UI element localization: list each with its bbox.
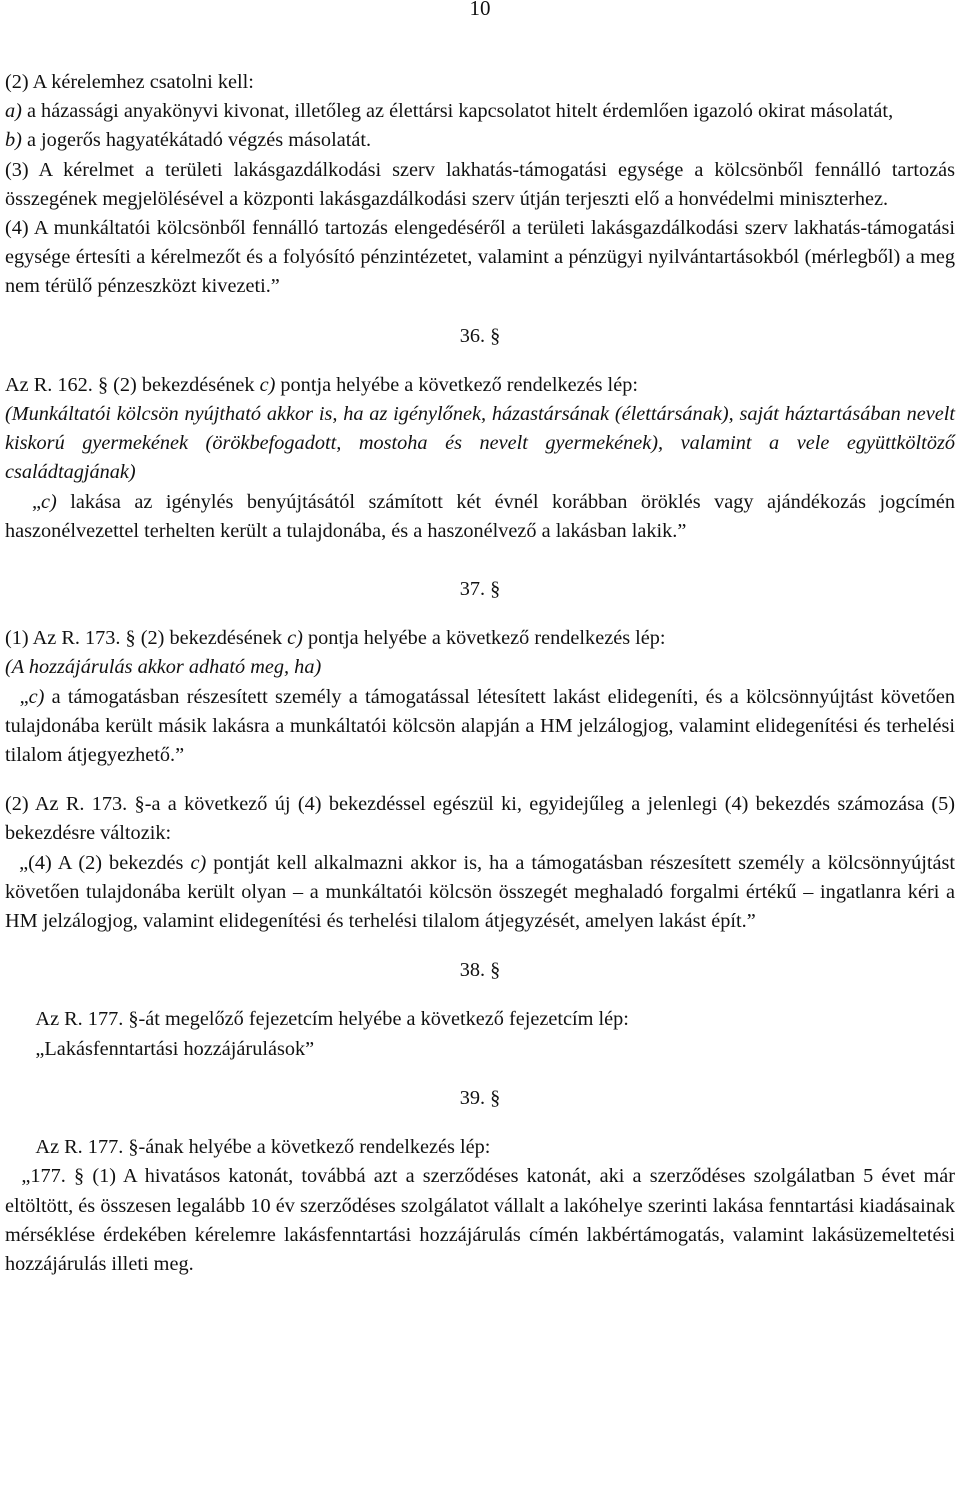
amendment-162-intro xyxy=(5,371,955,400)
point-label: c) xyxy=(40,490,57,513)
document-body xyxy=(5,68,955,1279)
amendment-177-paragraph-1 xyxy=(5,1162,955,1279)
paragraph-4: (4) A munkáltatói kölcsönből fennálló tartozás elengedéséről a területi lakásgazdálkodási szerv lakhatás-támogatási egysége értesíti a kérelmezőt és a folyósító pénzintézetet, valamint a pénzügyi nyilvántartásokból (mérlegből) a meg nem térülő pénzeszközt kivezeti.” xyxy=(5,217,955,298)
text-run: Az R. 177. §-át megelőző fejezetcím helyébe a következő fejezetcím lép: xyxy=(35,1008,629,1031)
section-36-heading: 36. § xyxy=(459,324,501,347)
text-run: a támogatásban részesített személy a támogatással létesített lakást elidegeníti, és a kölcsönnyújtást követően tulajdonába került másik lakásra a munkáltatói kölcsön alapján a HM jelzálogjog, valamint elidegenítési és terhelési tilalom átjegyezhető.” xyxy=(5,685,955,767)
open-quote: „ xyxy=(19,685,29,708)
text-run: pontja helyébe a következő rendelkezés lép: xyxy=(302,627,666,650)
point-label: c) xyxy=(190,851,207,874)
text-run: lakása az igénylés benyújtásától számított két évnél korábban öröklés vagy ajándékozás jogcímén haszonélvezettel terhelten került a tulajdonába, és a haszonélvező a lakásban lakik.” xyxy=(5,490,955,542)
paragraph-2-item-b xyxy=(5,126,955,155)
paragraph-3: (3) A kérelmet a területi lakásgazdálkodási szerv lakhatás-támogatási egysége a kölcsönből fennálló tartozás összegének megjelölésével a központi lakásgazdálkodási szerv útján terjeszti elő a honvédelmi miniszterhez. xyxy=(5,158,955,210)
text-run: (1) Az R. 173. § (2) bekezdésének xyxy=(5,627,288,650)
section-38-heading: 38. § xyxy=(459,959,501,982)
amendment-173-1-intro xyxy=(5,624,955,653)
point-label: c) xyxy=(259,373,276,396)
amendment-173-context: (A hozzájárulás akkor adható meg, ha) xyxy=(5,656,322,679)
open-quote: „ xyxy=(31,490,41,513)
text-run: „Lakásfenntartási hozzájárulások” xyxy=(35,1037,315,1060)
text-run: „(4) A (2) bekezdés xyxy=(19,851,191,874)
amendment-173-new-4 xyxy=(5,849,955,937)
item-text: a jogerős hagyatékátadó végzés másolatát. xyxy=(21,129,372,152)
section-37-heading: 37. § xyxy=(459,578,501,601)
text-run: Az R. 162. § (2) bekezdésének xyxy=(5,373,260,396)
page-number: 10 xyxy=(469,0,491,20)
text-run: „177. § (1) A hivatásos katonát, továbbá azt a szerződéses katonát, aki a szerződéses szolgálatban 5 évet már eltöltött, és összesen legalább 10 év szerződéses szolgálatot vállalt a lakóhelye szerinti lakása fenntartási kiadásainak mérséklése érdekében kérelemre lakásfenntartási hozzájárulás címén lakbértámogatás, valamint lakásüzemeltetési hozzájárulás illeti meg. xyxy=(5,1165,955,1275)
amendment-177-title-intro xyxy=(5,1005,955,1034)
paragraph-2-heading: (2) A kérelemhez csatolni kell: xyxy=(5,71,254,93)
amendment-162-point-c xyxy=(5,488,955,546)
amendment-173-2-intro: (2) Az R. 173. §-a a következő új (4) bekezdéssel egészül ki, egyidejűleg a jelenlegi (4) bekezdés számozása (5) bekezdésre változik: xyxy=(5,793,955,845)
item-text: a házassági anyakönyvi kivonat, illetőleg az élettársi kapcsolatot hitelt érdemlően igazoló okirat másolatát, xyxy=(21,100,894,123)
text-run: pontja helyébe a következő rendelkezés lép: xyxy=(275,373,638,396)
amendment-173-point-c xyxy=(5,683,955,771)
point-label: c) xyxy=(28,685,45,708)
amendment-162-context: (Munkáltatói kölcsön nyújtható akkor is, ha az igénylőnek, házastársának (élettársának), saját háztartásában nevelt kiskorú gyermekének (örökbefogadott, mostoha és nevelt gyermekének), valamint a vele együttköltöző családtagjának) xyxy=(5,403,955,484)
point-label: c) xyxy=(287,627,303,650)
chapter-title xyxy=(5,1035,955,1064)
item-label: b) xyxy=(5,129,22,152)
item-label: a) xyxy=(5,100,22,123)
text-run: pontját kell alkalmazni akkor is, ha a támogatásban részesített személy a kölcsönnyújtást követően tulajdonába került olyan – a munkáltatói kölcsön összegét meghaladó forgalmi értékű – ingatlanra kéri a HM jelzálogjog, valamint elidegenítési és terhelési tilalom átjegyzését, amelyen lakást épít.” xyxy=(5,851,956,933)
amendment-177-intro xyxy=(5,1133,955,1162)
paragraph-2-item-a xyxy=(5,97,955,126)
text-run: Az R. 177. §-ának helyébe a következő rendelkezés lép: xyxy=(35,1136,491,1159)
section-39-heading: 39. § xyxy=(459,1086,501,1109)
